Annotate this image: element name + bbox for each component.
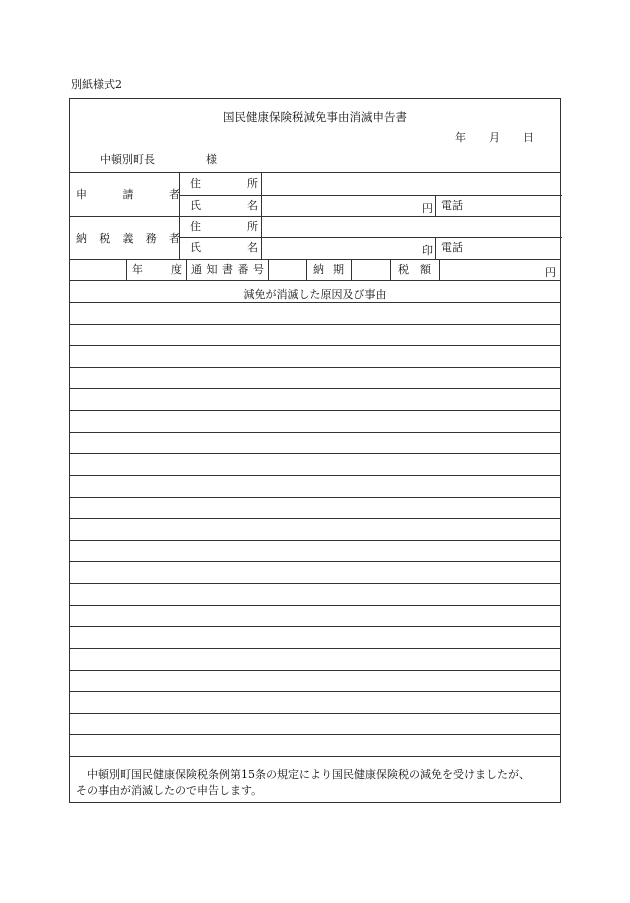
tax-row-top-line (70, 259, 560, 260)
form-frame (69, 98, 561, 803)
date-month-label: 月 (489, 131, 500, 144)
reason-top-line (70, 280, 560, 281)
taxpayer-phone-label: 電話 (441, 241, 463, 254)
addressee-suffix: 様 (206, 153, 217, 166)
tax-row-divider-6 (390, 259, 391, 280)
reason-ruled-line (70, 713, 560, 714)
form-id: 別紙様式2 (71, 78, 122, 91)
applicant-top-line (70, 172, 560, 173)
reason-ruled-line (70, 670, 560, 671)
label-column-divider (179, 172, 180, 259)
reason-ruled-line (70, 475, 560, 476)
reason-ruled-line (70, 756, 560, 757)
applicant-address-label: 住 所 (190, 177, 258, 190)
reason-ruled-line (70, 410, 560, 411)
reason-ruled-line (70, 453, 560, 454)
applicant-mid-line (179, 195, 562, 196)
tax-row-divider-1 (126, 259, 127, 280)
tax-row-divider-7 (439, 259, 440, 280)
taxpayer-address-label: 住 所 (190, 220, 258, 233)
reason-ruled-line (70, 324, 560, 325)
tax-amount-yen: 円 (545, 266, 556, 279)
reason-heading: 減免が消滅した原因及び事由 (243, 288, 387, 301)
field-column-divider (261, 172, 262, 259)
applicant-name-label: 氏 名 (190, 199, 258, 212)
reason-ruled-line (70, 691, 560, 692)
tax-row-divider-3 (268, 259, 269, 280)
date-year-label: 年 (455, 131, 466, 144)
date-day-label: 日 (523, 131, 534, 144)
taxpayer-label: 納 税 義 務 者 (76, 232, 180, 245)
reason-ruled-line (70, 540, 560, 541)
fiscal-year-label: 年 度 (132, 263, 182, 276)
addressee-name: 中頓別町長 (100, 153, 155, 166)
taxpayer-phone-divider (435, 237, 436, 259)
form-title: 国民健康保険税減免事由消滅申告書 (223, 110, 407, 124)
reason-ruled-line (70, 388, 560, 389)
applicant-phone-divider (435, 195, 436, 216)
reason-ruled-line (70, 583, 560, 584)
reason-ruled-line (70, 367, 560, 368)
tax-row-divider-4 (306, 259, 307, 280)
applicant-phone-label: 電話 (441, 199, 463, 212)
tax-row-divider-5 (351, 259, 352, 280)
reason-ruled-line (70, 345, 560, 346)
reason-ruled-line (70, 302, 560, 303)
taxpayer-name-label: 氏 名 (190, 241, 258, 254)
reason-ruled-line (70, 497, 560, 498)
due-date-label: 納 期 (313, 263, 344, 276)
reason-ruled-line (70, 626, 560, 627)
reason-ruled-line (70, 518, 560, 519)
reason-ruled-line (70, 605, 560, 606)
taxpayer-top-line (70, 216, 560, 217)
applicant-seal-mark: 円 (422, 202, 433, 215)
applicant-label: 申 請 者 (76, 188, 180, 201)
taxpayer-mid-line (179, 237, 562, 238)
tax-amount-label: 税 額 (398, 263, 431, 276)
declaration-line-2: その事由が消滅したので申告します。 (76, 784, 263, 797)
notice-number-label: 通 知 書 番 号 (191, 263, 264, 276)
tax-row-divider-2 (186, 259, 187, 280)
reason-ruled-line (70, 734, 560, 735)
taxpayer-seal-mark: 印 (422, 244, 433, 257)
reason-ruled-line (70, 561, 560, 562)
reason-ruled-line (70, 432, 560, 433)
declaration-line-1: 中頓別町国民健康保険税条例第15条の規定により国民健康保険税の減免を受けましたが、 (87, 768, 530, 781)
declaration-text (76, 767, 554, 799)
reason-ruled-line (70, 648, 560, 649)
